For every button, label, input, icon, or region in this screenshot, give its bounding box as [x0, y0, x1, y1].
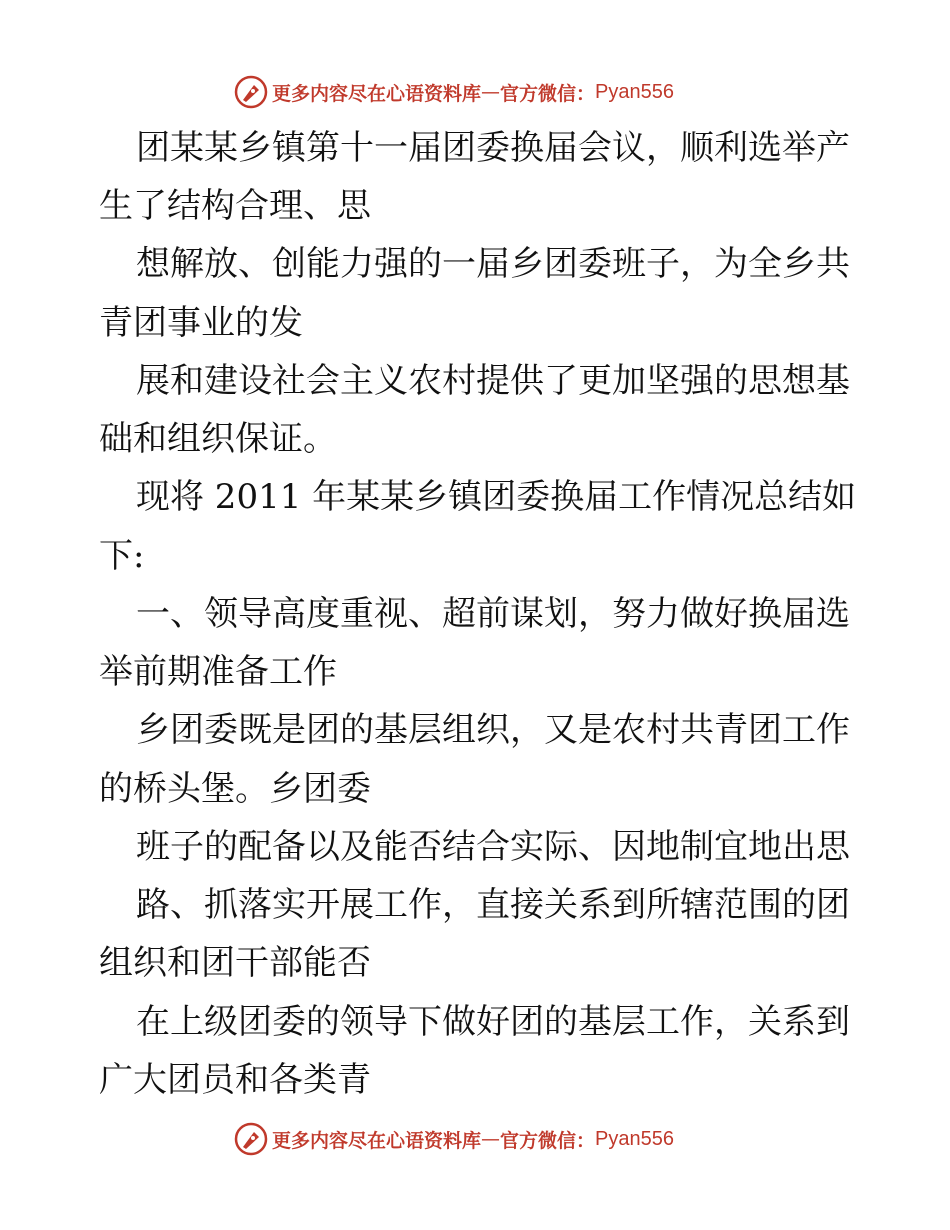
pen-nib-logo-icon [234, 75, 268, 109]
body-line: 下: [99, 536, 145, 576]
header-banner-text: 更多内容尽在心语资料库 [272, 82, 482, 105]
body-line: 想解放、创能力强的一届乡团委班子，为全乡共 [136, 244, 850, 284]
footer-banner-separator: — [481, 1128, 501, 1150]
body-line: 的桥头堡。乡团委 [99, 769, 371, 809]
body-line: 础和组织保证。 [99, 419, 337, 459]
header-banner-label: 官方微信： [500, 82, 596, 105]
footer-banner-label: 官方微信： [500, 1129, 596, 1152]
body-line: 在上级团委的领导下做好团的基层工作，关系到 [136, 1002, 850, 1042]
footer-banner-wechat-id: Pyan556 [595, 1127, 674, 1150]
body-line: 乡团委既是团的基层组织，又是农村共青团工作 [136, 710, 850, 750]
body-line: 举前期准备工作 [99, 652, 337, 692]
header-banner [234, 72, 674, 112]
pen-nib-logo-icon [234, 1122, 268, 1156]
body-line: 青团事业的发 [99, 303, 303, 343]
header-banner-separator: — [481, 81, 501, 103]
footer-banner [234, 1119, 674, 1159]
body-line: 团某某乡镇第十一届团委换届会议，顺利选举产 [136, 128, 850, 168]
body-line: 班子的配备以及能否结合实际、因地制宜地出思 [136, 827, 850, 867]
body-line: 组织和团干部能否 [99, 943, 371, 983]
body-line: 现将 2011 年某某乡镇团委换届工作情况总结如 [136, 477, 857, 517]
body-line: 展和建设社会主义农村提供了更加坚强的思想基 [136, 361, 850, 401]
body-line: 路、抓落实开展工作，直接关系到所辖范围的团 [136, 885, 850, 925]
header-banner-wechat-id: Pyan556 [595, 80, 674, 103]
body-line: 广大团员和各类青 [99, 1060, 371, 1100]
body-line: 一、领导高度重视、超前谋划，努力做好换届选 [136, 594, 850, 634]
footer-banner-text: 更多内容尽在心语资料库 [272, 1129, 482, 1152]
body-line: 生了结构合理、思 [99, 186, 371, 226]
